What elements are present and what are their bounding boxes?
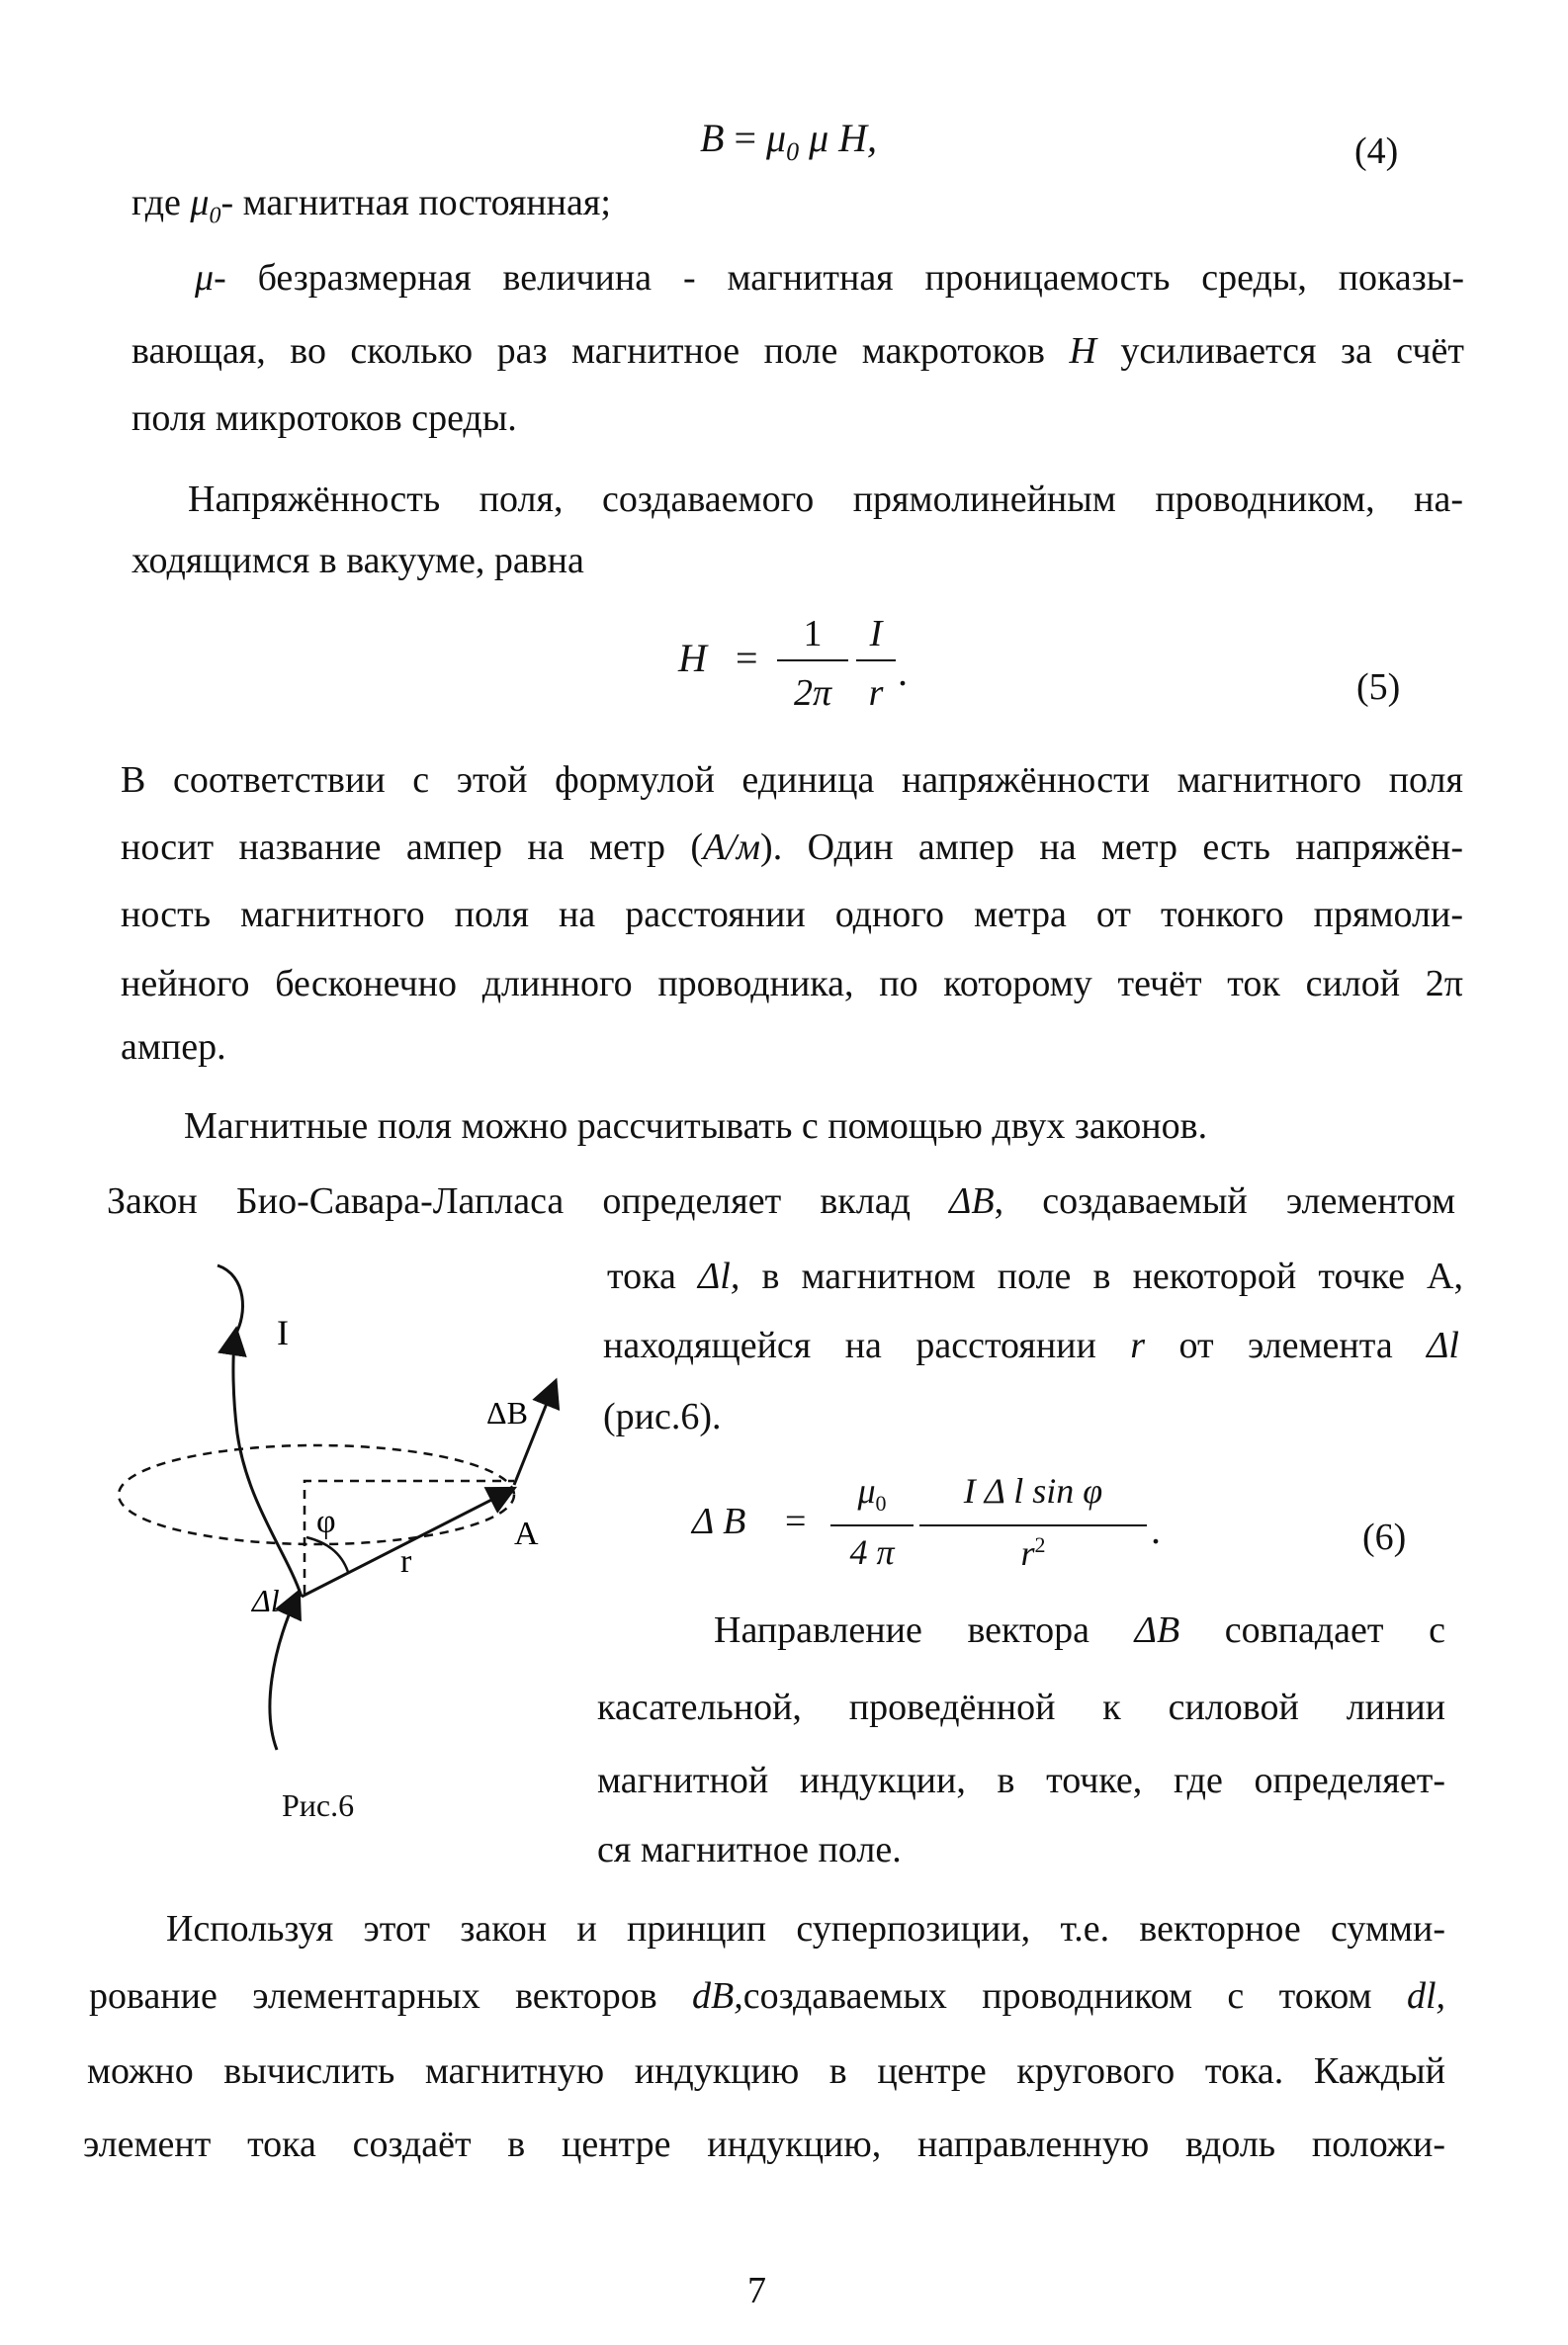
phi-arc <box>306 1537 348 1572</box>
p4-line2-b: ). Один ампер на метр есть напряжён- <box>760 826 1463 868</box>
p6-line2-b: в магнитном поле в некоторой точке А, <box>740 1256 1463 1297</box>
equation-5-number: (5) <box>1356 666 1401 708</box>
p6-line1-b: , создаваемый элементом <box>994 1180 1455 1222</box>
eq5-num1: 1 <box>803 613 823 654</box>
p2-mu: μ <box>195 257 215 299</box>
eq6-bar1 <box>830 1524 914 1526</box>
eq5-den2: r <box>868 672 884 714</box>
p6-line3-a: находящейся на расстоянии <box>603 1325 1131 1366</box>
paragraph-direction-line1 <box>714 1611 1445 1649</box>
paragraph-superposition-line4: элемент тока создаёт в центре индукцию, направленную вдоль положи- <box>83 2124 1445 2165</box>
p8-dl: dl, <box>1406 1975 1445 2017</box>
eq6-num1 <box>830 1473 914 1515</box>
equation-4 <box>700 116 878 166</box>
eq4-lhs: B <box>700 116 725 160</box>
p8-line2-a: рование элементарных векторов <box>89 1975 693 2017</box>
paragraph-unit-line3: ность магнитного поля на расстоянии одного метра от тонкого прямоли- <box>121 894 1463 935</box>
paragraph-mu0-definition <box>131 184 611 228</box>
paragraph-superposition-line1: Используя этот закон и принцип суперпозиции, т.е. векторное сумми- <box>166 1908 1445 1950</box>
p6-r: r <box>1130 1325 1146 1366</box>
p1-sub: 0 <box>209 203 221 229</box>
paragraph-mu-line2 <box>131 332 1464 370</box>
eq6-r-sup: 2 <box>1034 1532 1046 1557</box>
paragraph-bsl-line3 <box>603 1327 1459 1364</box>
p1-text2: - магнитная постоянная; <box>220 182 611 223</box>
fig-label-phi: φ <box>316 1504 336 1540</box>
p1-text1: где <box>131 182 191 223</box>
paragraph-direction-line4: ся магнитное поле. <box>597 1829 902 1870</box>
figure-6-diagram <box>99 1236 593 1789</box>
paragraph-superposition-line3: можно вычислить магнитную индукцию в центре кругового тока. Каждый <box>87 2050 1445 2092</box>
paragraph-unit-line2 <box>121 828 1463 866</box>
conductor-upper <box>233 1335 302 1597</box>
eq4-mu: μ <box>809 116 829 160</box>
fig-label-I: I <box>277 1313 289 1352</box>
paragraph-mu-line3: поля микротоков среды. <box>131 397 517 439</box>
paragraph-field-line2: ходящимся в вакууме, равна <box>131 540 584 581</box>
paragraph-unit-line4: нейного бесконечно длинного проводника, по которому течёт ток силой 2π <box>121 963 1463 1004</box>
equation-6-number: (6) <box>1362 1517 1407 1558</box>
eq5-bar1 <box>777 659 848 661</box>
p6-dl2: Δl <box>1427 1325 1459 1366</box>
eq5-bar2 <box>856 659 896 661</box>
paragraph-unit-line1: В соответствии с этой формулой единица напряжённости магнитного поля <box>121 759 1463 801</box>
fig-label-dB: ΔB <box>486 1395 528 1431</box>
fig-label-A: A <box>514 1516 539 1552</box>
page-number: 7 <box>747 2270 766 2311</box>
p8-dB: dB, <box>692 1975 743 2017</box>
paragraph-laws: Магнитные поля можно рассчитывать с помощью двух законов. <box>184 1105 1208 1147</box>
eq6-den1: 4 π <box>849 1532 895 1572</box>
eq6-lhs: Δ B <box>692 1501 746 1542</box>
eq5-den1: 2π <box>793 672 832 714</box>
eq6-dot: . <box>1151 1508 1161 1552</box>
p6-line1-a: Закон Био-Савара-Лапласа определяет вклад <box>107 1180 950 1222</box>
fig-label-dl: Δl <box>252 1583 280 1618</box>
eq6-mu: μ <box>857 1471 876 1511</box>
paragraph-bsl-line4: (рис.6). <box>603 1396 722 1437</box>
equation-4-number: (4) <box>1354 130 1399 172</box>
p7-vec: ΔB <box>1134 1609 1180 1651</box>
p2-line2-b: усиливается за счёт <box>1095 330 1464 372</box>
paragraph-direction-line3: магнитной индукции, в точке, где определяет- <box>597 1760 1445 1801</box>
p2-line2-a: вающая, во сколько раз магнитное поле макротоков <box>131 330 1070 372</box>
eq6-equals: = <box>785 1501 807 1542</box>
eq5-dot: . <box>898 650 908 694</box>
p2-line1-text: - безразмерная величина - магнитная проницаемость среды, показы- <box>214 257 1464 299</box>
paragraph-unit-line5: ампер. <box>121 1026 226 1068</box>
eq6-den2 <box>919 1534 1147 1571</box>
p2-line2-H: H <box>1069 330 1096 372</box>
p7-line1-a: Направление вектора <box>714 1609 1135 1651</box>
paragraph-bsl-line1 <box>107 1182 1455 1220</box>
eq4-mu0: μ <box>766 116 787 160</box>
p6-line2-a: тока <box>607 1256 698 1297</box>
p4-line2-a: носит название ампер на метр ( <box>121 826 704 868</box>
p1-mu0: μ <box>190 182 210 223</box>
p6-dl: Δl, <box>697 1256 740 1297</box>
eq5-num2: I <box>869 613 883 654</box>
eq4-H: H, <box>838 116 878 160</box>
figure-6-caption: Рис.6 <box>282 1787 355 1823</box>
eq5-lhs: H <box>678 636 707 680</box>
conductor-top-hook <box>218 1265 242 1335</box>
paragraph-mu-line1 <box>195 259 1464 297</box>
eq5-equals: = <box>736 636 758 680</box>
eq4-equals: = <box>734 116 756 160</box>
eq6-bar2 <box>919 1524 1147 1526</box>
eq6-mu-sub: 0 <box>875 1491 887 1517</box>
paragraph-direction-line2: касательной, проведённой к силовой линии <box>597 1687 1445 1728</box>
paragraph-superposition-line2 <box>89 1977 1445 2015</box>
p7-line1-b: совпадает с <box>1179 1609 1445 1651</box>
p6-line3-b: от элемента <box>1145 1325 1428 1366</box>
paragraph-bsl-line2 <box>607 1258 1463 1295</box>
p8-line2-b: создаваемых проводником с током <box>742 1975 1407 2017</box>
eq6-r: r <box>1020 1533 1035 1573</box>
p6-vec: ΔB <box>949 1180 995 1222</box>
eq4-mu0-sub: 0 <box>786 137 800 166</box>
paragraph-field-line1: Напряжённость поля, создаваемого прямолинейным проводником, на- <box>188 478 1463 520</box>
fig-label-r: r <box>400 1543 412 1580</box>
conductor-lower <box>270 1597 297 1750</box>
p4-unit: А/м <box>703 826 761 868</box>
eq6-num2: I Δ l sin φ <box>963 1471 1103 1511</box>
